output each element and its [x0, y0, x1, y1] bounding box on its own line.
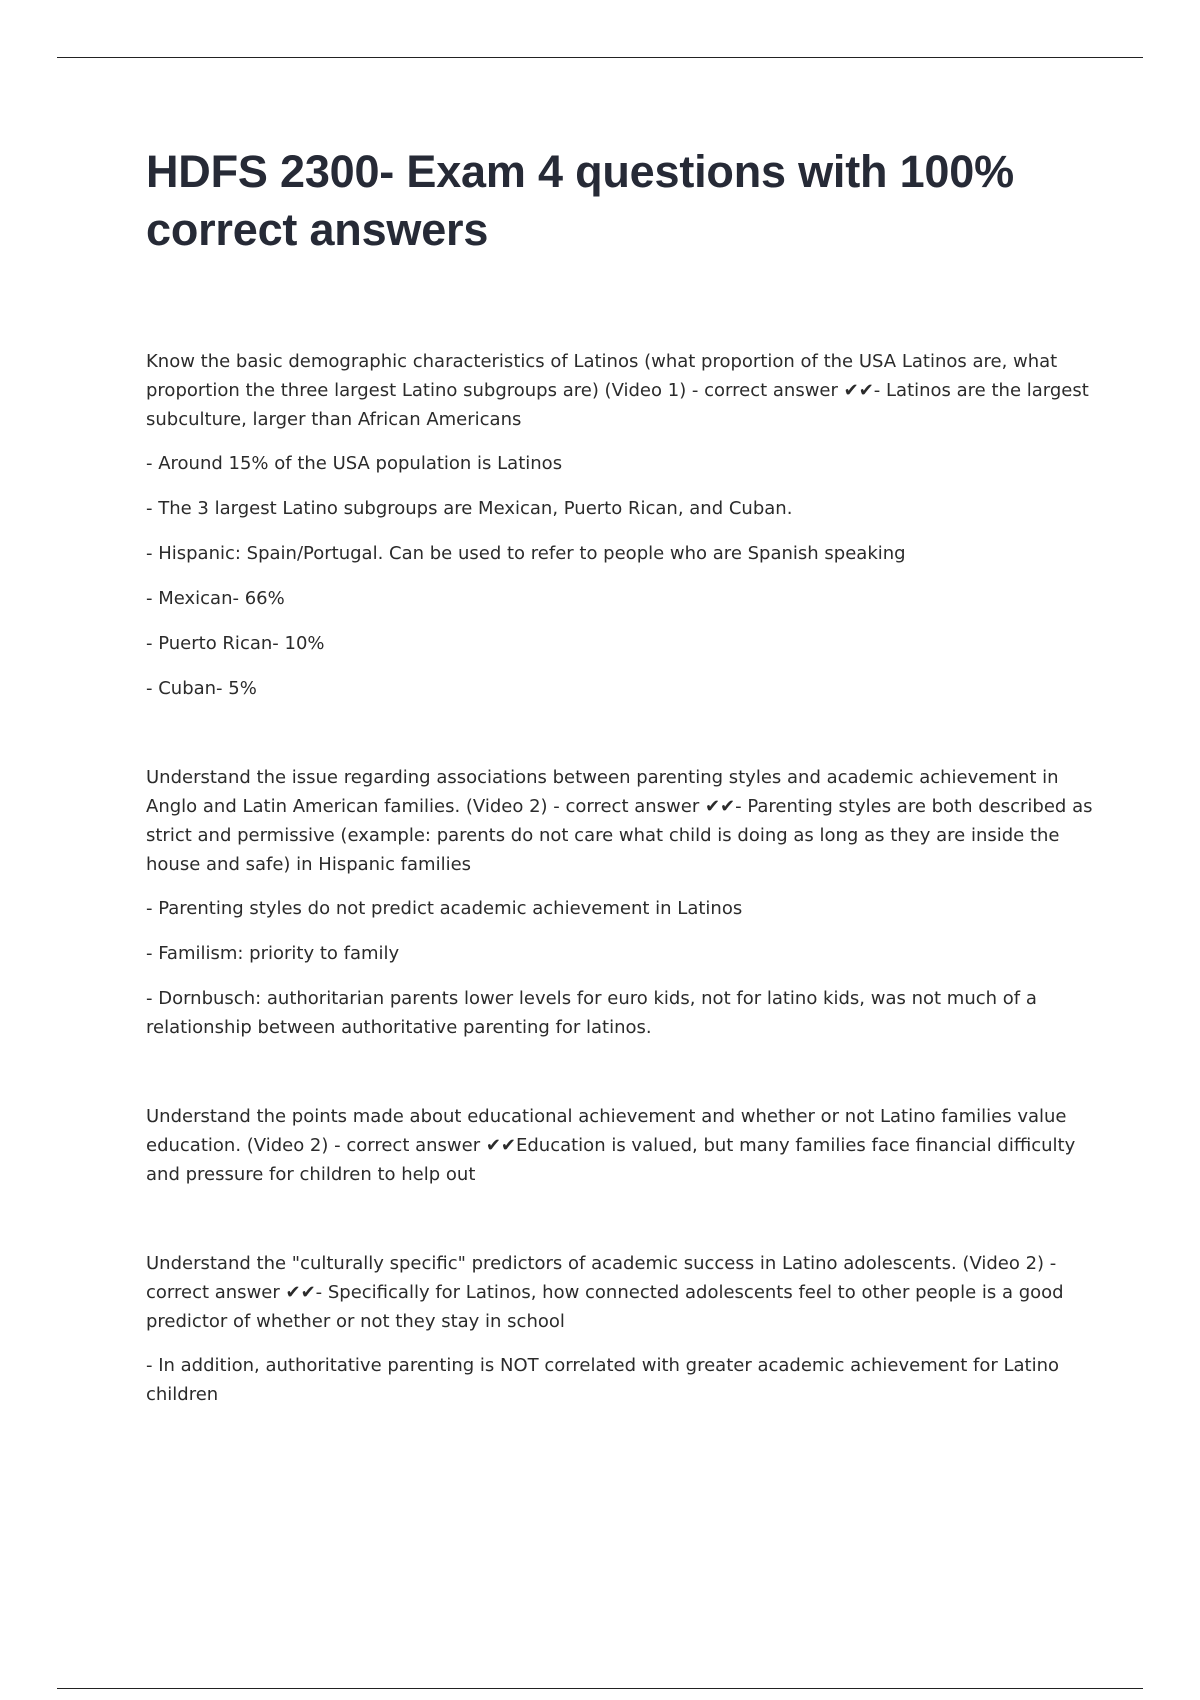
answer-point: - In addition, authoritative parenting is NOT correlated with greater academic achievement for Latino children	[146, 1355, 1060, 1405]
qa-item	[146, 1102, 1101, 1189]
top-divider	[57, 57, 1143, 58]
document-body	[146, 347, 1101, 1469]
question-answer-text: Know the basic demographic characteristics of Latinos (what proportion of the USA Latinos are, what proportion the three largest Latino subgroups are) (Video 1) - correct answer ✔✔- Latinos are the largest subculture, larger than African Americans	[146, 351, 1089, 430]
question-answer-text: Understand the "culturally specific" predictors of academic success in Latino adolescents. (Video 2) - correct answer ✔✔- Specifically for Latinos, how connected adolescents feel to other people is a good predictor of whether or not they stay in school	[146, 1253, 1064, 1332]
bottom-divider	[57, 1688, 1143, 1689]
qa-item	[146, 347, 1101, 703]
document-title: HDFS 2300- Exam 4 questions with 100% correct answers	[146, 146, 1014, 255]
answer-point: - Parenting styles do not predict academic achievement in Latinos	[146, 898, 743, 919]
answer-point: - Around 15% of the USA population is Latinos	[146, 453, 563, 474]
answer-point: - Dornbusch: authoritarian parents lower levels for euro kids, not for latino kids, was not much of a relationship between authoritative parenting for latinos.	[146, 988, 1037, 1038]
question-answer-text: Understand the issue regarding associations between parenting styles and academic achievement in Anglo and Latin American families. (Video 2) - correct answer ✔✔- Parenting styles are both described as strict and permissive (example: parents do not care what child is doing as long as they are inside the house and safe) in Hispanic families	[146, 767, 1093, 875]
answer-point: - Hispanic: Spain/Portugal. Can be used to refer to people who are Spanish speaking	[146, 543, 906, 564]
qa-item	[146, 763, 1101, 1042]
answer-point: - Mexican- 66%	[146, 588, 285, 609]
question-answer-text: Understand the points made about educational achievement and whether or not Latino families value education. (Video 2) - correct answer ✔✔Education is valued, but many families face financial difficulty and pressure for children to help out	[146, 1106, 1076, 1185]
answer-point: - Cuban- 5%	[146, 678, 257, 699]
answer-point: - The 3 largest Latino subgroups are Mexican, Puerto Rican, and Cuban.	[146, 498, 793, 519]
qa-item	[146, 1249, 1101, 1409]
answer-point: - Familism: priority to family	[146, 943, 400, 964]
answer-point: - Puerto Rican- 10%	[146, 633, 325, 654]
